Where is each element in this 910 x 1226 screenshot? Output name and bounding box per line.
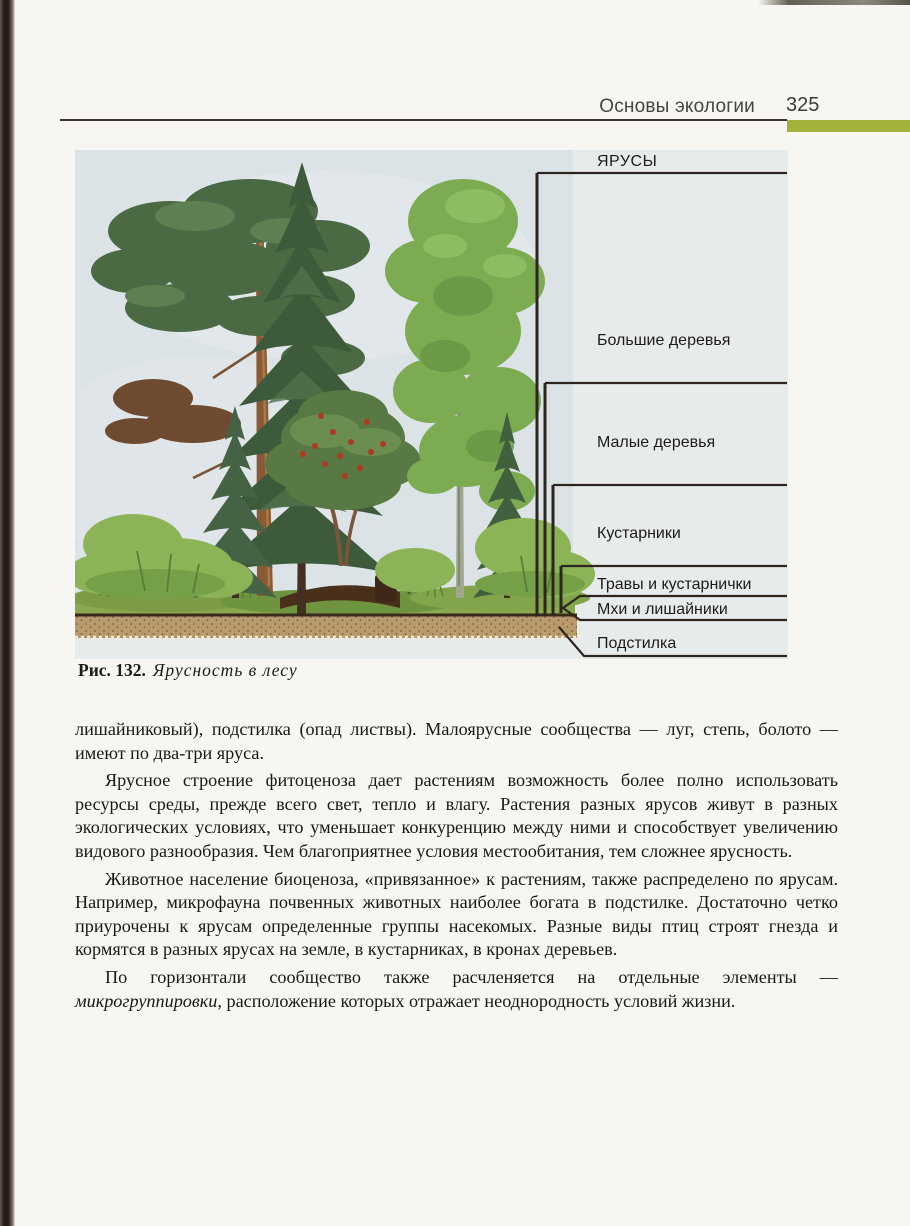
paragraph-animals: Животное население биоценоза, «привязанное» к растениям, также распределено по ярусам. Например, микрофауна почвенных животных наиболее богата в подстилке. Достаточно четко приурочены к ярусам определенные группы насекомых. Разные виды птиц строят гнезда и кормятся в разных ярусах на земле, в кустарниках, в кронах деревьев. bbox=[75, 868, 838, 960]
diagram-title: ЯРУСЫ bbox=[597, 153, 658, 170]
section-title: Основы экологии bbox=[599, 96, 755, 117]
layer-label-small-trees: Малые деревья bbox=[597, 434, 716, 451]
figure-title: Ярусность в лесу bbox=[152, 660, 298, 680]
layer-label-shrubs: Кустарники bbox=[597, 525, 681, 542]
figure-number: Рис. 132. bbox=[78, 660, 146, 680]
paragraph-layer-structure: Ярусное строение фитоценоза дает растениям возможность более полно использовать ресурсы среды, прежде всего свет, тепло и влагу. Растения разных ярусов живут в разных экологических условиях, что уменьшает конкуренцию между ними и способствует увеличению видового разнообразия. Чем благоприятнее условия местообитания, тем сложнее ярусность. bbox=[75, 770, 838, 861]
layer-label-litter: Подстилка bbox=[597, 635, 677, 652]
paragraph-text: По горизонтали сообщество также расчленяется на отдельные элементы — bbox=[105, 966, 838, 987]
book-gutter-shadow bbox=[0, 0, 15, 1226]
figure-caption bbox=[78, 660, 298, 681]
header-accent-bar bbox=[787, 120, 910, 132]
layer-label-herbs: Травы и кустарнички bbox=[597, 576, 752, 593]
figure-forest-layers bbox=[75, 146, 790, 663]
soil-layer bbox=[75, 614, 577, 639]
paragraph-continuation: лишайниковый), подстилка (опад листвы). Малоярусные сообщества — луг, степь, болото — имеют по два-три яруса. bbox=[75, 719, 838, 763]
header-rule bbox=[60, 119, 787, 121]
scan-edge-artifact bbox=[758, 0, 910, 5]
layer-label-mosses: Мхи и лишайники bbox=[597, 601, 728, 618]
page-number: 325 bbox=[786, 94, 820, 116]
paragraph-text: , расположение которых отражает неоднородность условий жизни. bbox=[217, 990, 736, 1011]
paragraph-horizontal bbox=[75, 966, 838, 1013]
body-text bbox=[75, 718, 838, 1017]
layer-label-big-trees: Большие деревья bbox=[597, 332, 731, 349]
term-microgroups: микрогруппировки bbox=[75, 990, 218, 1011]
